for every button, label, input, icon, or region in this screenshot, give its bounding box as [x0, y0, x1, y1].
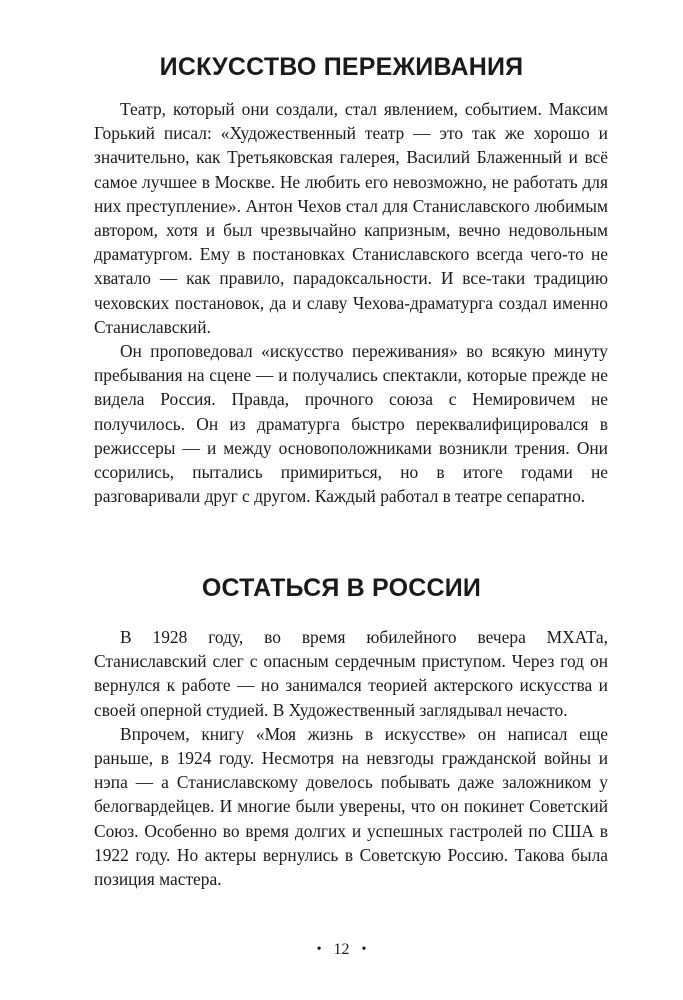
- section-heading-art-of-experiencing: ИСКУССТВО ПЕРЕЖИВАНИЯ: [159, 53, 524, 81]
- paragraph: В 1928 году, во время юбилейного вечера МХАТа, Станиславский слег с опасным сердечным приступом. Через год он вернулся к работе — но занимался теорией актерского искусства и своей оперной студией. В Художественный заглядывал нечасто.: [94, 627, 608, 720]
- section-body-stay-in-russia: [94, 625, 608, 891]
- section-body-art-of-experiencing: [94, 97, 608, 508]
- page-footer: [0, 940, 683, 960]
- bullet-ornament-right: •: [361, 942, 367, 957]
- section-heading-stay-in-russia: ОСТАТЬСЯ В РОССИИ: [201, 574, 482, 602]
- bullet-ornament-left: •: [316, 942, 322, 957]
- page-number: 12: [333, 941, 350, 958]
- paragraph: Впрочем, книгу «Моя жизнь в искусстве» он написал еще раньше, в 1924 году. Несмотря на невзгоды гражданской войны и нэпа — а Станиславскому довелось побывать даже заложником у белогвардейцев. И многие были уверены, что он покинет Советский Союз. Особенно во время долгих и успешных гастролей по США в 1922 году. Но актеры вернулись в Советскую Россию. Такова была позиция мастера.: [94, 723, 608, 890]
- paragraph: Театр, который они создали, стал явлением, событием. Максим Горький писал: «Художественный театр — это так же хорошо и значительно, как Третьяковская галерея, Василий Блаженный и всё самое лучшее в Москве. Не любить его невозможно, не работать для них преступление». Антон Чехов стал для Станиславского любимым автором, хотя и был чрезвычайно капризным, вечно недовольным драматургом. Ему в постановках Станиславского всегда чего-то не хватало — как правило, парадоксальности. И все-таки традицию чеховских постановок, да и славу Чехова-драматурга создал именно Станиславский.: [94, 99, 608, 337]
- paragraph: Он проповедовал «искусство переживания» во всякую минуту пребывания на сцене — и получались спектакли, которые прежде не видела Россия. Правда, прочного союза с Немировичем не получилось. Он из драматурга быстро переквалифицировался в режиссеры — и между основоположниками возникли трения. Они ссорились, пытались примириться, но в итоге годами не разговаривали друг с другом. Каждый работал в театре сепаратно.: [94, 341, 608, 507]
